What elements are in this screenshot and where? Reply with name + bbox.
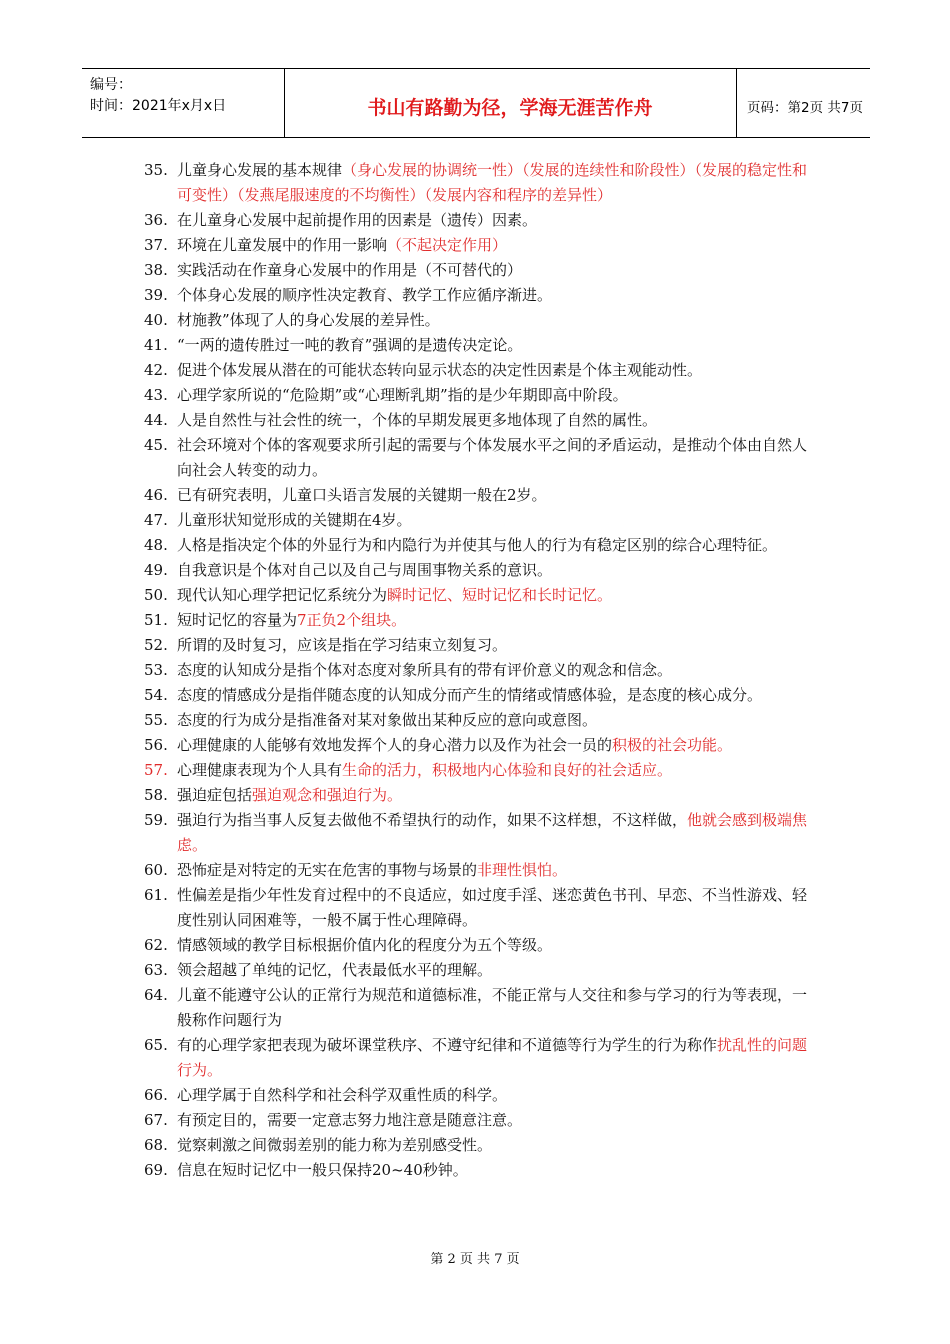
item-number: 55.: [144, 711, 168, 729]
item-number: 52.: [144, 636, 168, 654]
list-item: [144, 508, 812, 533]
list-item: [144, 1083, 812, 1108]
item-number: 51.: [144, 611, 168, 629]
list-item: [144, 383, 812, 408]
item-text: 性偏差是指少年性发育过程中的不良适应，如过度手淫、迷恋黄色书刊、早恋、不当性游戏、轻度性别认同困难等，一般不属于性心理障碍。: [177, 886, 808, 929]
item-text: 领会超越了单纯的记忆，代表最低水平的理解。: [177, 961, 493, 979]
item-number: 47.: [144, 511, 168, 529]
list-item: [144, 783, 812, 808]
item-number: 43.: [144, 386, 168, 404]
item-text: 觉察刺激之间微弱差别的能力称为差别感受性。: [177, 1136, 493, 1154]
list-item: [144, 258, 812, 283]
list-item: [144, 358, 812, 383]
item-text: 有的心理学家把表现为破坏课堂秩序、不遵守纪律和不道德等行为学生的行为称作: [177, 1036, 718, 1054]
item-text: 心理健康表现为个人具有: [177, 761, 343, 779]
list-item: [144, 633, 812, 658]
list-item: [144, 1133, 812, 1158]
highlighted-answer: 扰乱性的问题行为。: [177, 1036, 808, 1079]
list-item: [144, 433, 812, 483]
item-text: 材施教”体现了人的身心发展的差异性。: [177, 311, 440, 329]
item-text: 环境在儿童发展中的作用一影响: [177, 236, 388, 254]
item-number: 69.: [144, 1161, 168, 1179]
item-text: 强迫行为指当事人反复去做他不希望执行的动作，如果不这样想，不这样做，: [177, 811, 688, 829]
list-item: [144, 683, 812, 708]
header-motto: 书山有路勤为径，学海无涯苦作舟: [367, 97, 653, 119]
list-item: [144, 308, 812, 333]
item-text: 自我意识是个体对自己以及自己与周围事物关系的意识。: [177, 561, 553, 579]
item-number: 39.: [144, 286, 168, 304]
item-number: 40.: [144, 311, 168, 329]
highlighted-answer: 积极的社会功能。: [612, 736, 733, 754]
list-item: [144, 533, 812, 558]
item-number: 65.: [144, 1036, 168, 1054]
highlighted-answer: 瞬时记忆、短时记忆和长时记忆。: [387, 586, 613, 604]
highlighted-answer: 7正负2个组块。: [297, 611, 407, 629]
item-number: 60.: [144, 861, 168, 879]
item-text: 人是自然性与社会性的统一，个体的早期发展更多地体现了自然的属性。: [177, 411, 658, 429]
header-motto-cell: [284, 69, 737, 137]
highlighted-answer: （不起决定作用）: [387, 236, 508, 254]
item-number: 36.: [144, 211, 168, 229]
highlighted-answer: （身心发展的协调统一性）（发展的连续性和阶段性）（发展的稳定性和可变性）（发燕尾服速度的不均衡性）（发展内容和程序的差异性）: [177, 161, 808, 204]
item-number: 35.: [144, 161, 168, 179]
list-item: [144, 408, 812, 433]
list-item: [144, 808, 812, 858]
item-text: 恐怖症是对特定的无实在危害的事物与场景的: [177, 861, 478, 879]
item-text: 个体身心发展的顺序性决定教育、教学工作应循序渐进。: [177, 286, 553, 304]
item-number: 49.: [144, 561, 168, 579]
item-number: 62.: [144, 936, 168, 954]
highlighted-answer: 他就会感到极端焦虑。: [177, 811, 808, 854]
item-number: 61.: [144, 886, 168, 904]
list-item: [144, 283, 812, 308]
page-info: 页码：第2页 共7页: [747, 100, 863, 116]
list-item: [144, 483, 812, 508]
list-item: [144, 608, 812, 633]
item-text: 短时记忆的容量为: [177, 611, 298, 629]
item-text: 态度的行为成分是指准备对某对象做出某种反应的意向或意图。: [177, 711, 598, 729]
item-text: 情感领域的教学目标根据价值内化的程度分为五个等级。: [177, 936, 553, 954]
page-header: [82, 68, 870, 138]
item-number: 37.: [144, 236, 168, 254]
date-label: 时间：2021年x月x日: [90, 98, 227, 114]
item-number: 64.: [144, 986, 168, 1004]
item-number: 63.: [144, 961, 168, 979]
item-number: 45.: [144, 436, 168, 454]
item-text: 有预定目的，需要一定意志努力地注意是随意注意。: [177, 1111, 523, 1129]
list-item: [144, 233, 812, 258]
item-number: 46.: [144, 486, 168, 504]
list-item: [144, 933, 812, 958]
item-text: 促进个体发展从潜在的可能状态转向显示状态的决定性因素是个体主观能动性。: [177, 361, 703, 379]
highlighted-answer: 强迫观念和强迫行为。: [252, 786, 403, 804]
item-text: 人格是指决定个体的外显行为和内隐行为并使其与他人的行为有稳定区别的综合心理特征。: [177, 536, 778, 554]
item-number: 50.: [144, 586, 168, 604]
item-text: 在儿童身心发展中起前提作用的因素是（遗传）因素。: [177, 211, 538, 229]
item-number: 67.: [144, 1111, 168, 1129]
item-number: 54.: [144, 686, 168, 704]
highlighted-answer: 生命的活力，积极地内心体验和良好的社会适应。: [342, 761, 673, 779]
list-item: [144, 1158, 812, 1183]
item-number: 53.: [144, 661, 168, 679]
item-number: 58.: [144, 786, 168, 804]
list-item: [144, 558, 812, 583]
item-text: 心理学属于自然科学和社会科学双重性质的科学。: [177, 1086, 508, 1104]
header-right-cell: [737, 69, 870, 137]
list-item: [144, 708, 812, 733]
list-item: [144, 858, 812, 883]
list-item: [144, 883, 812, 933]
item-number: 44.: [144, 411, 168, 429]
item-text: 心理学家所说的“危险期”或“心理断乳期”指的是少年期即高中阶段。: [177, 386, 628, 404]
list-item: [144, 758, 812, 783]
list-item: [144, 983, 812, 1033]
list-item: [144, 583, 812, 608]
list-item: [144, 158, 812, 208]
question-list: [144, 158, 812, 1183]
item-number: 57.: [144, 761, 168, 779]
list-item: [144, 1033, 812, 1083]
list-item: [144, 208, 812, 233]
item-text: 儿童不能遵守公认的正常行为规范和道德标准，不能正常与人交往和参与学习的行为等表现，一般称作问题行为: [177, 986, 808, 1029]
item-text: 实践活动在作童身心发展中的作用是（不可替代的）: [177, 261, 523, 279]
item-text: 已有研究表明，儿童口头语言发展的关键期一般在2岁。: [177, 486, 547, 504]
item-text: 社会环境对个体的客观要求所引起的需要与个体发展水平之间的矛盾运动，是推动个体由自然人向社会人转变的动力。: [177, 436, 808, 479]
item-number: 48.: [144, 536, 168, 554]
page-footer: 第 2 页 共 7 页: [430, 1252, 520, 1267]
item-text: 态度的认知成分是指个体对态度对象所具有的带有评价意义的观念和信念。: [177, 661, 673, 679]
item-number: 38.: [144, 261, 168, 279]
item-text: 现代认知心理学把记忆系统分为: [177, 586, 388, 604]
item-text: 强迫症包括: [177, 786, 253, 804]
item-number: 42.: [144, 361, 168, 379]
highlighted-answer: 非理性惧怕。: [477, 861, 568, 879]
item-text: 心理健康的人能够有效地发挥个人的身心潜力以及作为社会一员的: [177, 736, 613, 754]
item-number: 56.: [144, 736, 168, 754]
list-item: [144, 958, 812, 983]
item-text: 儿童身心发展的基本规律: [177, 161, 343, 179]
serial-number-label: 编号：: [90, 77, 132, 93]
item-text: 态度的情感成分是指伴随态度的认知成分而产生的情绪或情感体验，是态度的核心成分。: [177, 686, 763, 704]
header-left-cell: [82, 69, 285, 137]
list-item: [144, 333, 812, 358]
item-number: 41.: [144, 336, 168, 354]
list-item: [144, 658, 812, 683]
list-item: [144, 1108, 812, 1133]
item-text: 信息在短时记忆中一般只保持20~40秒钟。: [177, 1161, 468, 1179]
item-text: 所谓的及时复习，应该是指在学习结束立刻复习。: [177, 636, 508, 654]
item-text: “一两的遗传胜过一吨的教育”强调的是遗传决定论。: [177, 336, 523, 354]
item-number: 68.: [144, 1136, 168, 1154]
item-number: 66.: [144, 1086, 168, 1104]
list-item: [144, 733, 812, 758]
item-number: 59.: [144, 811, 168, 829]
item-text: 儿童形状知觉形成的关键期在4岁。: [177, 511, 412, 529]
